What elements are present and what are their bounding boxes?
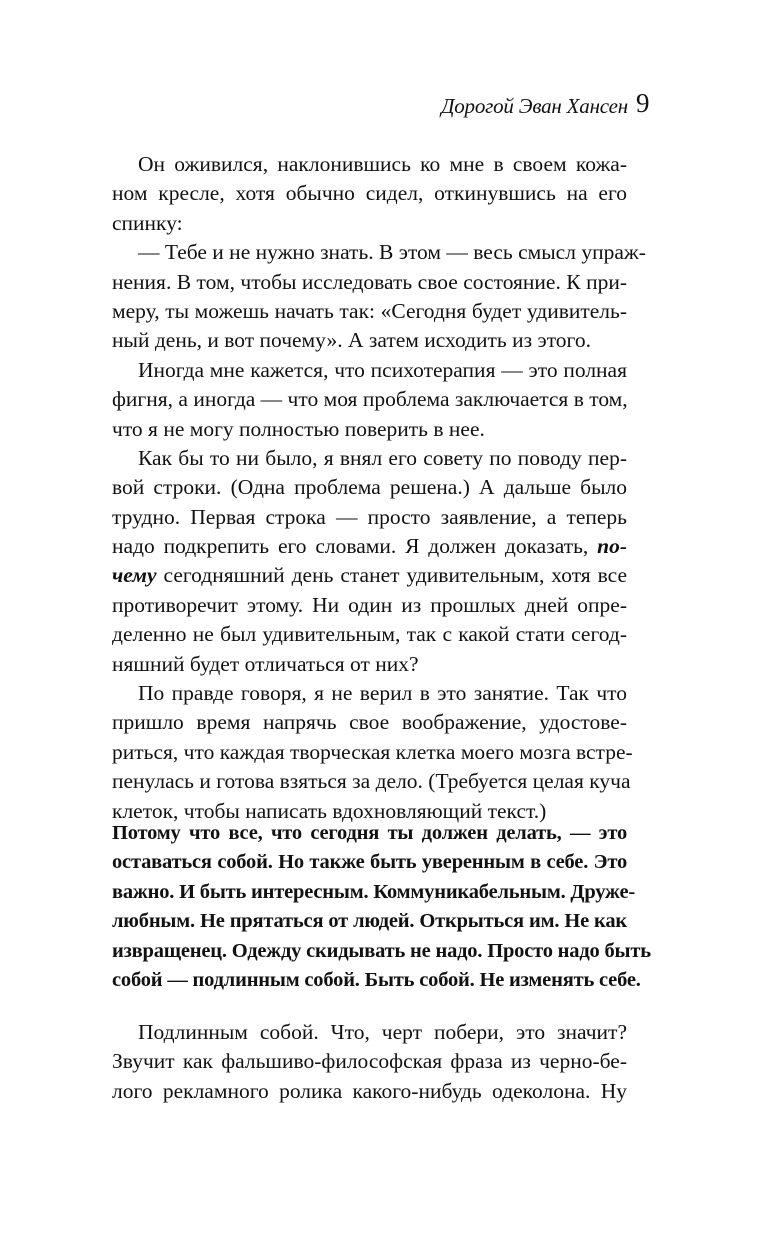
page-number: 9: [636, 88, 650, 118]
text-line: [112, 1018, 627, 1047]
text-line: [112, 561, 627, 590]
line-text: сегодняшний день станет удивительным, хотя все: [156, 563, 627, 588]
line-text: трудно. Первая строка — просто заявление, а теперь: [112, 504, 627, 529]
text-line: [112, 444, 627, 473]
bold-inserted-text: [112, 819, 651, 995]
emphasis: по-: [597, 534, 628, 559]
emphasis: чему: [112, 563, 157, 588]
line-text: няшний будет отличаться от них?: [112, 651, 419, 676]
line-text: что я не могу полностью поверить в нее.: [112, 416, 485, 441]
line-text: Как бы то ни было, я внял его совету по поводу пер-: [138, 445, 627, 470]
text-line: [112, 473, 627, 502]
continuation-text-block: [112, 1018, 627, 1106]
line-text: пенулась и готова взяться за дело. (Требуется целая куча: [112, 769, 631, 794]
text-line: [112, 297, 627, 326]
text-line: [112, 679, 627, 708]
line-text: Он оживился, наклонившись ко мне в своем кожа-: [138, 152, 627, 176]
text-line: [112, 268, 627, 297]
line-text: противоречит этому. Ни один из прошлых дней опре-: [112, 592, 627, 617]
line-text: деленно не был удивительным, так с какой стати сегод-: [112, 622, 627, 647]
text-line: [112, 966, 641, 995]
text-line: [112, 356, 627, 385]
text-line: [112, 767, 631, 796]
line-text: нения. В том, чтобы исследовать свое состояние. К при-: [112, 269, 627, 294]
text-line: [112, 937, 651, 966]
line-text: Потому что все, что сегодня ты должен делать, — это: [112, 822, 627, 844]
text-line: [112, 1077, 627, 1106]
line-text: клеток, чтобы написать вдохновляющий текст.): [112, 798, 547, 823]
line-text: риться, что каждая творческая клетка моего мозга встре-: [112, 739, 633, 764]
line-text: фигня, а иногда — что моя проблема заключается в том,: [112, 387, 628, 412]
line-text: По правде говоря, я не верил в это занятие. Так что: [138, 681, 627, 706]
text-line: [112, 848, 627, 877]
text-line: [112, 878, 635, 907]
line-text: оставаться собой. Но также быть уверенным в себе. Это: [112, 851, 627, 874]
line-text: надо подкрепить его словами. Я должен доказать,: [112, 534, 589, 559]
text-line: [112, 179, 627, 208]
line-text: пришло время напрячь свое воображение, удостове-: [112, 710, 627, 735]
line-text: ном кресле, хотя обычно сидел, откинувшись на его: [112, 181, 627, 206]
text-line: [112, 708, 627, 737]
text-line: [112, 503, 627, 532]
text-line: [112, 1047, 627, 1076]
text-line: [112, 620, 627, 649]
line-text: Подлинным собой. Что, черт побери, это значит?: [138, 1020, 627, 1044]
line-text: меру, ты можешь начать так: «Сегодня будет удивитель-: [112, 298, 627, 323]
running-title: Дорогой Эван Хансен: [441, 94, 628, 118]
line-text: собой — подлинным собой. Быть собой. Не изменять себе.: [112, 968, 641, 991]
text-line: [112, 819, 627, 848]
text-line: [112, 907, 627, 936]
text-line: [112, 650, 627, 679]
line-text: ный день, и вот почему». А затем исходить из этого.: [112, 328, 591, 353]
text-line: [112, 738, 633, 767]
line-text: Звучит как фальшиво-философская фраза из черно-бе-: [112, 1049, 627, 1074]
text-line: [112, 238, 646, 267]
line-text: важно. И быть интересным. Коммуникабельным. Друже-: [112, 880, 635, 903]
line-text: извращенец. Одежду скидывать не надо. Просто надо быть: [112, 939, 651, 962]
text-line: [112, 385, 627, 414]
line-text: вой строки. (Одна проблема решена.) А дальше было: [112, 475, 627, 500]
text-line: [112, 415, 627, 444]
line-text: лого рекламного ролика какого-нибудь одеколона. Ну: [112, 1078, 627, 1103]
line-text: Иногда мне кажется, что психотерапия — это полная: [138, 357, 627, 382]
line-text: — Тебе и не нужно знать. В этом — весь смысл упраж-: [138, 240, 646, 265]
main-text-block: [112, 150, 646, 826]
text-line: [112, 326, 627, 355]
line-text: спинку:: [112, 210, 183, 235]
text-line: [112, 209, 627, 238]
text-line: [112, 150, 627, 179]
line-text: любным. Не прятаться от людей. Открыться им. Не как: [112, 910, 627, 933]
text-line: [112, 591, 627, 620]
text-line: [112, 532, 627, 561]
